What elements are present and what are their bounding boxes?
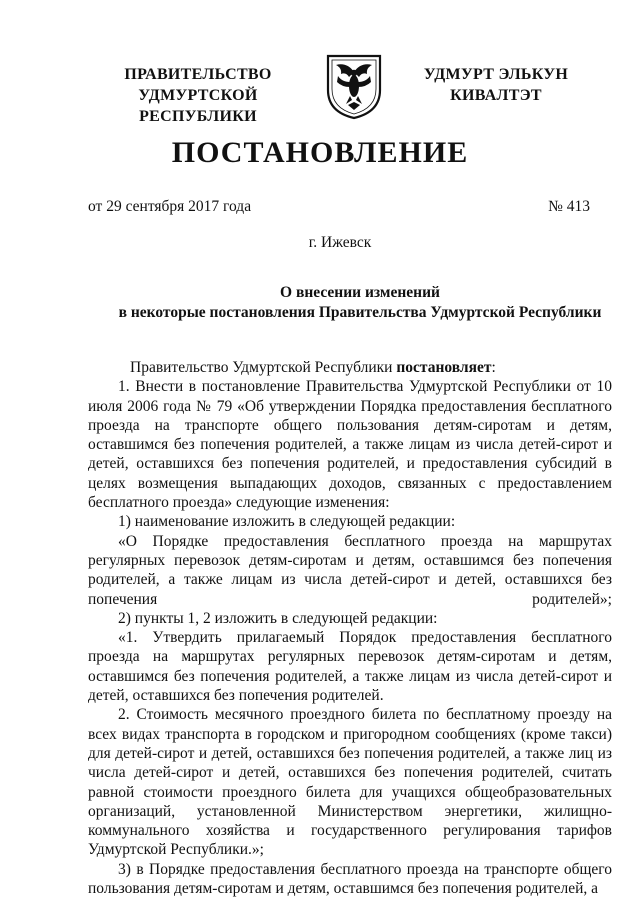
header-left-block: [78, 64, 318, 127]
intro-prefix: Правительство Удмуртской Республики: [130, 359, 397, 376]
header-right-line2: КИВАЛТЭТ: [450, 87, 542, 104]
intro-keyword: постановляет: [396, 359, 492, 376]
document-city: г. Ижевск: [308, 234, 372, 251]
paragraph-subitem-3: 3) в Порядке предоставления бесплатного проезда на транспорте общего пользования детям-сиротам и детям, оставшимся без попечения родителей, а: [88, 860, 612, 898]
document-title: [90, 283, 630, 323]
paragraph-quote-point-2: 2. Стоимость месячного проездного билета по бесплатному проезду на всех видах транспорта в городском и пригородном сообщениях (кроме такси) для детей-сирот и детей, оставшихся без попечения родителей, а также лиц из числа детей-сирот и детей, оставшихся без попечения родителей, считать равной стоимости проездного билета для учащихся общеобразовательных организаций, установленной Министерством энергетики, жилищно-коммунального хозяйства и государственного регулирования тарифов Удмуртской Республики.»;: [88, 706, 612, 859]
paragraph-subitem-2: 2) пункты 1, 2 изложить в следующей редакции:: [118, 609, 438, 627]
header-left-line1: ПРАВИТЕЛЬСТВО: [124, 66, 272, 83]
document-number: № 413: [548, 198, 590, 215]
paragraph-quote-title: «О Порядке предоставления бесплатного проезда на маршрутах регулярных перевозок детям-сиротам и детям, оставшимся без попечения родителей, а также лицам из числа детей-сирот и детей, оставшихся без попечения родителей»;: [88, 532, 612, 608]
document-body: [88, 358, 612, 898]
header-right-block: [398, 64, 594, 106]
paragraph-subitem-1: 1) наименование изложить в следующей редакции:: [118, 513, 456, 531]
title-line2: в некоторые постановления Правительства Удмуртской Республики: [118, 304, 602, 321]
paragraph-quote-point-1: «1. Утвердить прилагаемый Порядок предоставления бесплатного проезда на маршрутах регулярных перевозок детям-сиротам и детям, оставшимся без попечения родителей, а также лицам из числа детей-сирот и детей, оставшихся без попечения родителей.: [88, 629, 612, 705]
coat-of-arms-icon: [324, 52, 384, 120]
intro-suffix: :: [491, 359, 496, 376]
header-right-line1: УДМУРТ ЭЛЬКУН: [423, 66, 569, 83]
header-left-line2: УДМУРТСКОЙ РЕСПУБЛИКИ: [138, 87, 258, 125]
intro-paragraph: [88, 358, 612, 377]
paragraph-item-1: 1. Внести в постановление Правительства Удмуртской Республики от 10 июля 2006 года № 79 «Об утверждении Порядка предоставления бесплатного проезда на транспорте общего пользования детям-сиротам и детям, оставшимся без попечения родителей, а также лицам из числа детей-сирот и детей, оставшихся без попечения родителей, и предоставления субсидий в целях возмещения выпадающих доходов, связанных с предоставлением бесплатного проезда» следующие изменения:: [88, 378, 612, 512]
document-date: от 29 сентября 2017 года: [88, 198, 252, 215]
title-line1: О внесении изменений: [280, 284, 440, 301]
document-type: ПОСТАНОВЛЕНИЕ: [171, 136, 469, 169]
